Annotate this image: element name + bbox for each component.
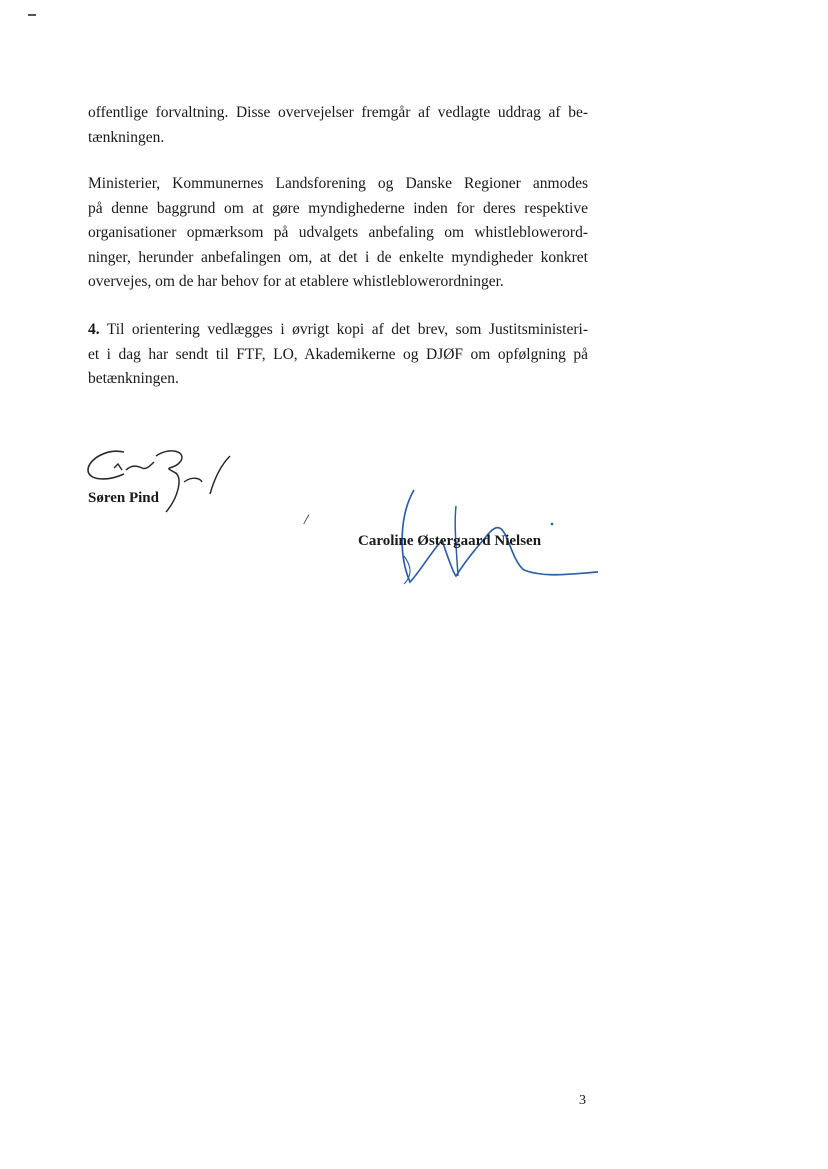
text-line: organisationer opmærksom på udvalgets anbefaling om whistleblowerord- [88,224,588,241]
text-line: offentlige forvaltning. Disse overvejelser fremgår af vedlagte uddrag af be- [88,104,588,121]
text-line: overvejes, om de har behov for at etablere whistleblowerordninger. [88,273,504,290]
signatory-name-1: Søren Pind [88,490,159,506]
scan-artifact [28,14,36,16]
text-line: betænkningen. [88,370,179,387]
text-line: tænkningen. [88,128,165,146]
text-line: på denne baggrund om at gøre myndighederne inden for deres respektive [88,199,588,217]
text-line [88,318,588,343]
paragraph-1 [88,101,588,150]
paragraph-2 [88,172,588,295]
section-number: 4. [88,321,100,338]
text-segment: Til orientering vedlægges i øvrigt kopi af det brev, som Justitsministeri- [99,321,588,338]
text-line: et i dag har sendt til FTF, LO, Akademikerne og DJØF om opfølgning på [88,345,588,363]
text-line: ninger, herunder anbefalingen om, at det i de enkelte myndigheder konkret [88,248,588,266]
paragraph-3 [88,318,588,392]
page-number: 3 [579,1093,586,1108]
text-line: Ministerier, Kommunernes Landsforening og Danske Regioner anmodes [88,175,588,192]
separator-slash: / [304,512,309,528]
signatory-name-2: Caroline Østergaard Nielsen [358,533,542,549]
